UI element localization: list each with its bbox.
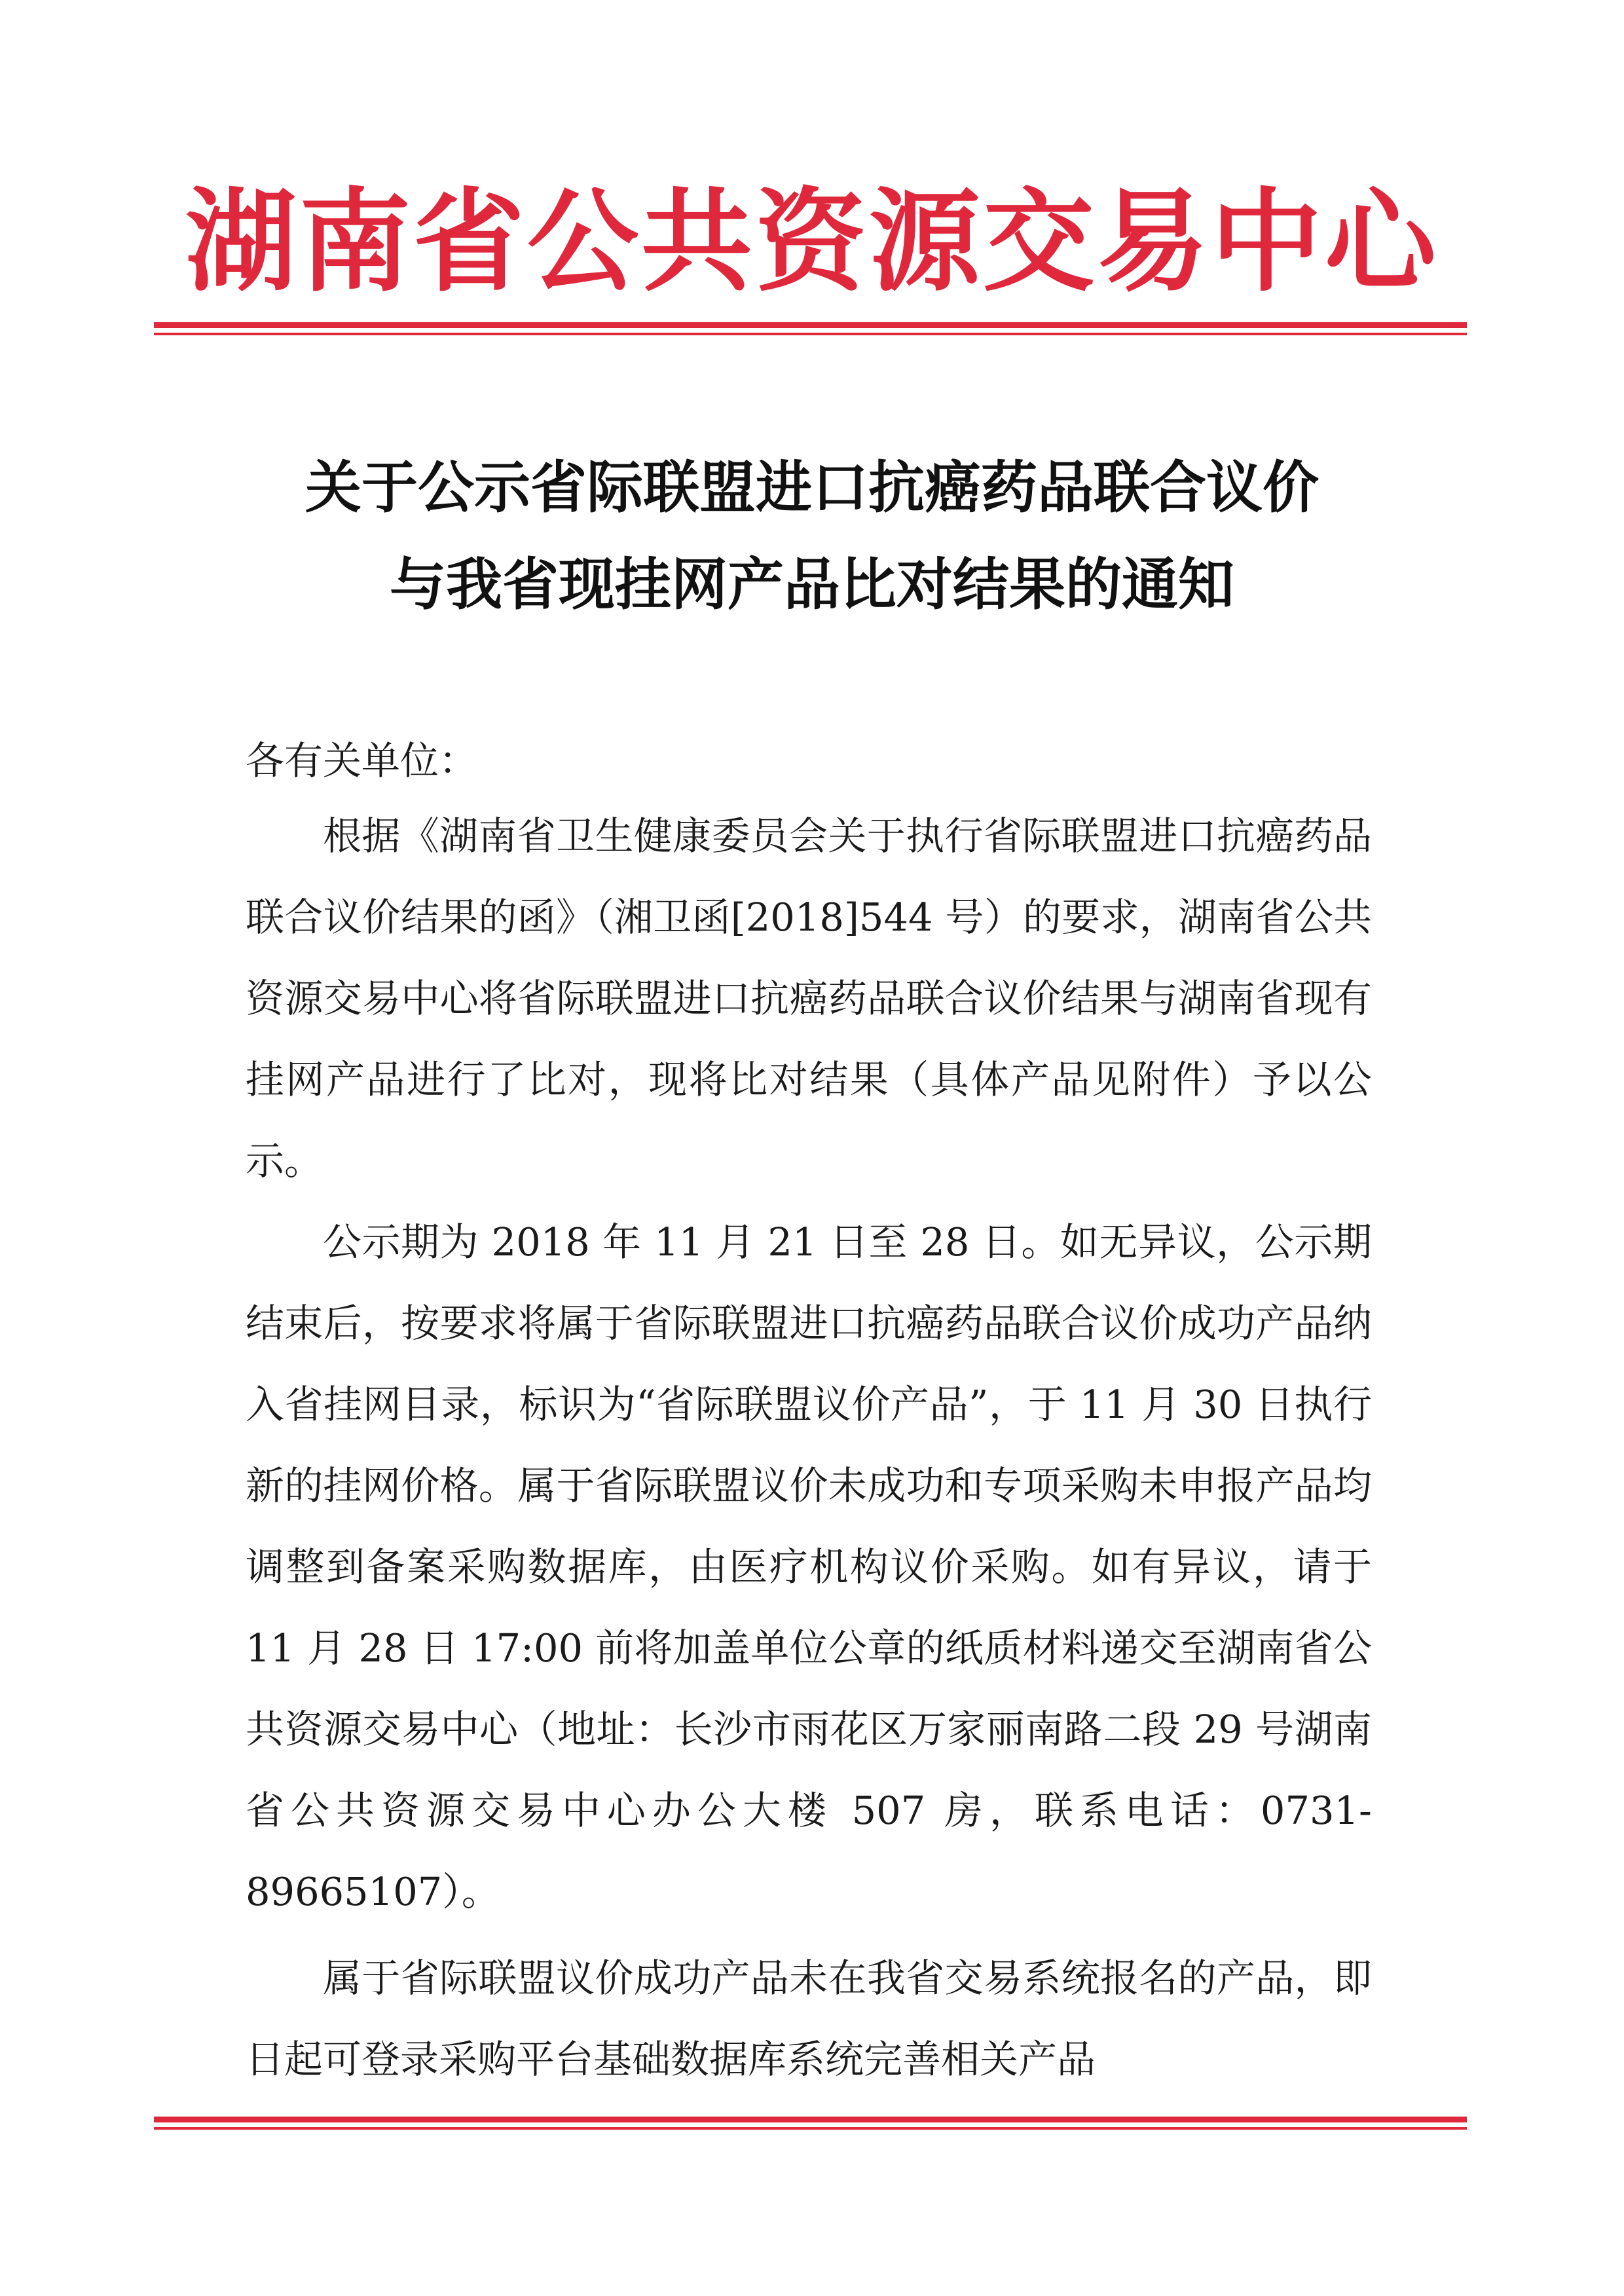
- salutation: 各有关单位：: [246, 738, 478, 783]
- paragraph-text: 属于省际联盟议价成功产品未在我省交易系统报名的产品，即日起可登录采购平台基础数据库系统完善相关产品: [246, 1955, 1372, 2082]
- document-title-line-2: 与我省现挂网产品比对结果的通知: [390, 552, 1234, 618]
- letterhead-red-rule: [154, 322, 1467, 335]
- body-paragraph-1: [246, 796, 1372, 1202]
- footer-red-rule: [154, 2117, 1467, 2130]
- paragraph-text: 公示期为 2018 年 11 月 21 日至 28 日。如无异议，公示期结束后，按要求将属于省际联盟进口抗癌药品联合议价成功产品纳入省挂网目录，标识为“省际联盟议价产品”，于 11 月 30 日执行新的挂网价格。属于省际联盟议价未成功和专项采购未申报产品均调整到备案采购数据库，由医疗机构议价采购。如有异议，请于 11 月 28 日 17:00 前将加盖单位公章的纸质材料递交至湖南省公共资源交易中心（地址：长沙市雨花区万家丽南路二段 29 号湖南省公共资源交易中心办公大楼 507 房，联系电话：0731-89665107）。: [246, 1219, 1372, 1914]
- letterhead-org-name: 湖南省公共资源交易中心: [185, 177, 1439, 307]
- body-paragraph-3: [246, 1938, 1372, 2100]
- body-paragraph-2: [246, 1202, 1372, 1933]
- document-title-line-1: 关于公示省际联盟进口抗癌药品联合议价: [305, 455, 1319, 521]
- paragraph-text: 根据《湖南省卫生健康委员会关于执行省际联盟进口抗癌药品联合议价结果的函》（湘卫函[2018]544 号）的要求，湖南省公共资源交易中心将省际联盟进口抗癌药品联合议价结果与湖南省现有挂网产品进行了比对，现将比对结果（具体产品见附件）予以公示。: [246, 813, 1372, 1183]
